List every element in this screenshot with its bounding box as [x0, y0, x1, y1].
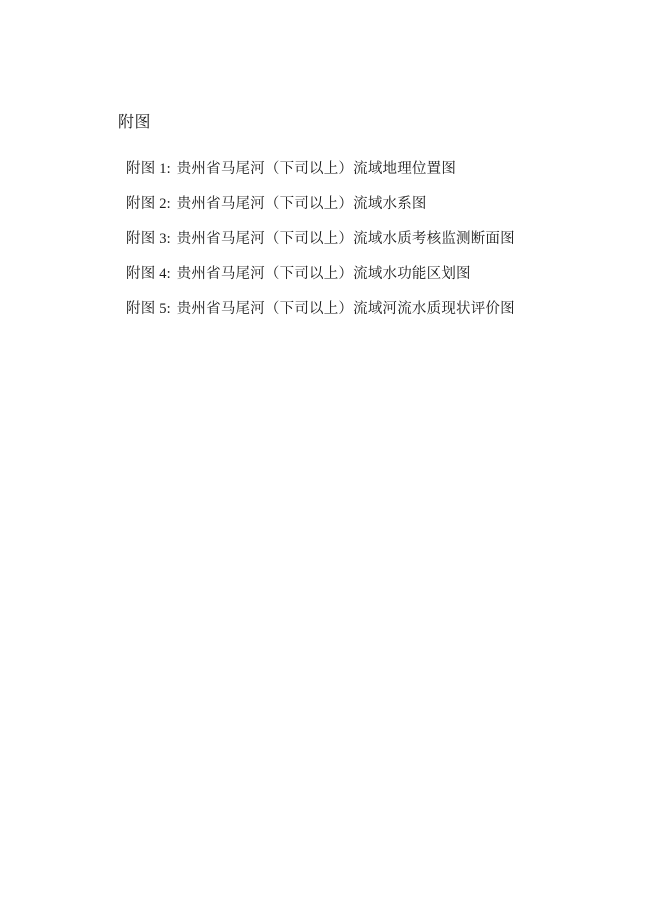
page-title: 附图: [118, 114, 152, 131]
list-item: [126, 152, 626, 187]
figure-label: 附图 2:: [126, 196, 171, 212]
figure-label: 附图 5:: [126, 301, 171, 317]
figure-title: 贵州省马尾河（下司以上）流域水功能区划图: [176, 266, 471, 282]
figure-title: 贵州省马尾河（下司以上）流域水系图: [176, 196, 427, 212]
list-item: [126, 257, 626, 292]
figure-list: [126, 152, 626, 327]
figure-label: 附图 4:: [126, 266, 171, 282]
figure-title: 贵州省马尾河（下司以上）流域水质考核监测断面图: [176, 231, 515, 247]
figure-title: 贵州省马尾河（下司以上）流域河流水质现状评价图: [176, 301, 515, 317]
figure-title: 贵州省马尾河（下司以上）流域地理位置图: [176, 161, 457, 177]
figure-label: 附图 1:: [126, 161, 171, 177]
list-item: [126, 222, 626, 257]
list-item: [126, 187, 626, 222]
list-item: [126, 292, 626, 327]
figure-label: 附图 3:: [126, 231, 171, 247]
